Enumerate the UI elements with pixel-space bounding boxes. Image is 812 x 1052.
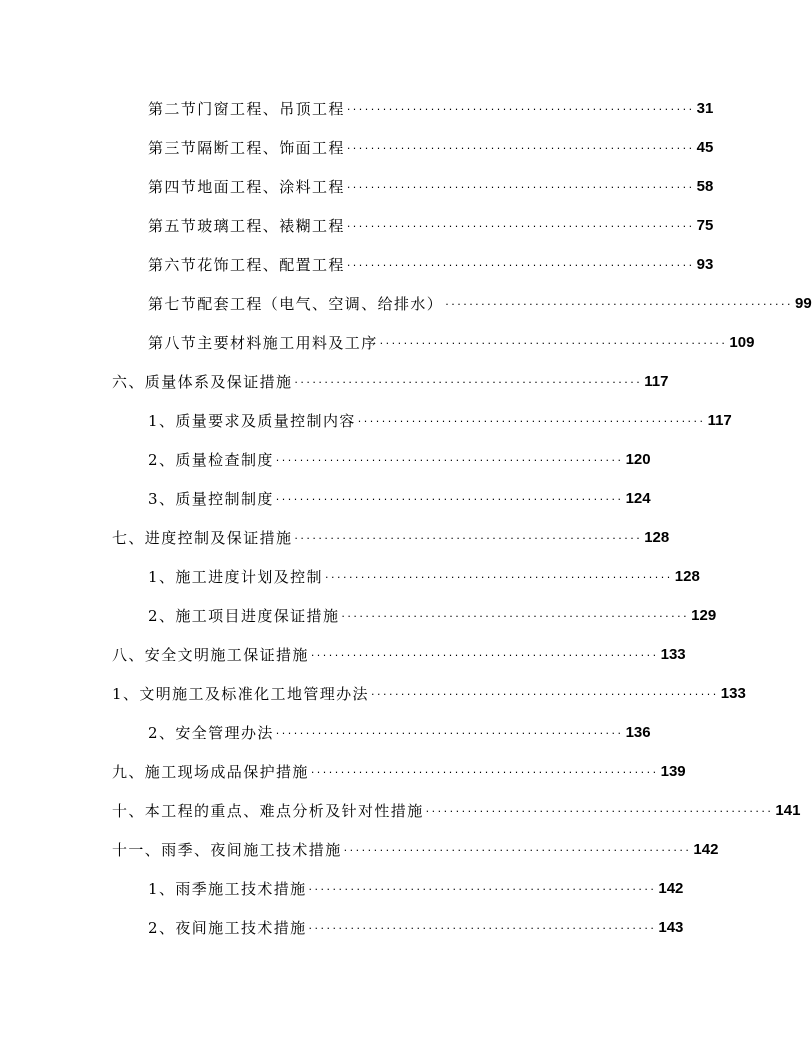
toc-entry-page: 133 [660, 645, 686, 663]
toc-entry-page: 99 [795, 294, 812, 312]
toc-entry-title: 第二节门窗工程、吊顶工程 [148, 99, 345, 118]
toc-entry[interactable] [148, 174, 714, 198]
dot-leader: ·························································· [343, 843, 692, 857]
toc-entry-title: 第六节花饰工程、配置工程 [148, 255, 345, 274]
toc-entry[interactable] [112, 798, 801, 822]
dot-leader: ·························································· [275, 453, 624, 467]
toc-entry-page: 117 [644, 372, 669, 390]
dot-leader: ·························································· [425, 804, 774, 818]
toc-entry-page: 45 [696, 138, 714, 156]
toc-entry-page: 58 [696, 177, 714, 195]
toc-entry-title: 1、施工进度计划及控制 [148, 567, 323, 586]
toc-entry-page: 120 [625, 450, 651, 468]
toc-entry-title: 3、质量控制制度 [148, 489, 274, 508]
toc-entry[interactable] [148, 486, 651, 510]
dot-leader: ·························································· [275, 492, 624, 506]
toc-entry-page: 129 [691, 606, 717, 624]
toc-entry-page: 142 [658, 879, 684, 897]
toc-entry[interactable] [148, 720, 651, 744]
toc-entry[interactable] [148, 564, 700, 588]
toc-entry-page: 124 [625, 489, 651, 507]
dot-leader: ·························································· [370, 687, 719, 701]
toc-entry[interactable] [148, 252, 714, 276]
toc-entry[interactable] [148, 330, 755, 354]
toc-entry-title: 2、安全管理办法 [148, 723, 274, 742]
dot-leader: ·························································· [346, 258, 695, 272]
toc-entry-title: 第五节玻璃工程、裱糊工程 [148, 216, 345, 235]
toc-entry-title: 1、雨季施工技术措施 [148, 879, 307, 898]
toc-entry-page: 139 [660, 762, 686, 780]
toc-entry[interactable] [148, 291, 812, 315]
dot-leader: ·························································· [310, 765, 659, 779]
dot-leader: ·························································· [346, 180, 695, 194]
toc-entry-title: 十、本工程的重点、难点分析及针对性措施 [112, 801, 424, 820]
toc-entry[interactable] [112, 525, 670, 549]
dot-leader: ·························································· [346, 102, 695, 116]
toc-entry[interactable] [112, 837, 719, 861]
toc-entry-page: 117 [707, 411, 732, 429]
toc-entry[interactable] [148, 603, 717, 627]
toc-entry-page: 133 [720, 684, 746, 702]
toc-entry-page: 128 [674, 567, 700, 585]
dot-leader: ·························································· [341, 609, 690, 623]
dot-leader: ·························································· [308, 921, 657, 935]
toc-entry[interactable] [148, 135, 714, 159]
dot-leader: ·························································· [294, 375, 643, 389]
toc-entry-title: 1、质量要求及质量控制内容 [148, 411, 356, 430]
toc-entry[interactable] [112, 681, 746, 705]
toc-entry-page: 128 [644, 528, 670, 546]
toc-entry-title: 第八节主要材料施工用料及工序 [148, 333, 378, 352]
toc-entry[interactable] [148, 213, 714, 237]
dot-leader: ·························································· [357, 414, 706, 428]
dot-leader: ·························································· [445, 297, 794, 311]
toc-entry-title: 第三节隔断工程、饰面工程 [148, 138, 345, 157]
toc-entry-title: 1、文明施工及标准化工地管理办法 [112, 684, 369, 703]
dot-leader: ·························································· [310, 648, 659, 662]
toc-entry-page: 75 [696, 216, 714, 234]
toc-entry[interactable] [112, 369, 669, 393]
toc-entry-page: 142 [693, 840, 719, 858]
dot-leader: ·························································· [346, 141, 695, 155]
toc-entry-title: 九、施工现场成品保护措施 [112, 762, 309, 781]
toc-entry-title: 第四节地面工程、涂料工程 [148, 177, 345, 196]
toc-entry-page: 31 [696, 99, 714, 117]
toc-entry-title: 第七节配套工程（电气、空调、给排水） [148, 294, 444, 313]
toc-entry-title: 七、进度控制及保证措施 [112, 528, 293, 547]
dot-leader: ·························································· [275, 726, 624, 740]
dot-leader: ·························································· [324, 570, 673, 584]
dot-leader: ·························································· [346, 219, 695, 233]
dot-leader: ·························································· [294, 531, 643, 545]
toc-entry[interactable] [112, 642, 686, 666]
toc-entry-page: 136 [625, 723, 651, 741]
toc-entry[interactable] [148, 915, 684, 939]
toc-entry-title: 六、质量体系及保证措施 [112, 372, 293, 391]
toc-entry-page: 109 [729, 333, 755, 351]
toc-entry-page: 143 [658, 918, 684, 936]
toc-entry-title: 2、夜间施工技术措施 [148, 918, 307, 937]
toc-entry[interactable] [112, 759, 686, 783]
toc-entry[interactable] [148, 447, 651, 471]
toc-entry-page: 141 [775, 801, 801, 819]
toc-entry-title: 2、施工项目进度保证措施 [148, 606, 340, 625]
dot-leader: ·························································· [379, 336, 728, 350]
toc-entry[interactable] [148, 408, 732, 432]
toc-entry-title: 2、质量检查制度 [148, 450, 274, 469]
toc-entry[interactable] [148, 876, 684, 900]
toc-entry-page: 93 [696, 255, 714, 273]
toc-entry[interactable] [148, 96, 714, 120]
toc-entry-title: 八、安全文明施工保证措施 [112, 645, 309, 664]
toc-entry-title: 十一、雨季、夜间施工技术措施 [112, 840, 342, 859]
dot-leader: ·························································· [308, 882, 657, 896]
